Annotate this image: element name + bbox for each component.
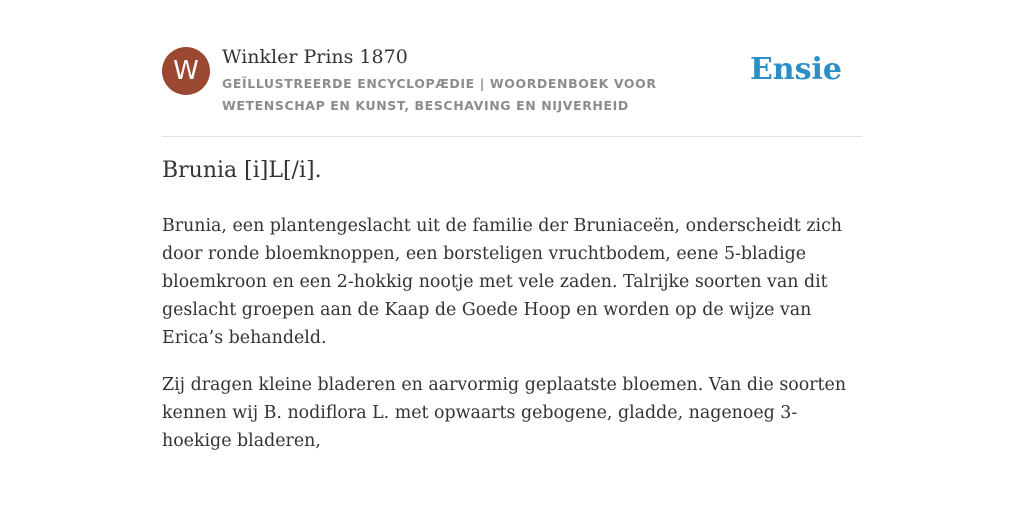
- source-avatar[interactable]: W: [162, 47, 210, 95]
- entry-title: Brunia [i]L[/i].: [162, 158, 322, 183]
- source-header: [162, 0, 862, 137]
- entry-body: [162, 212, 862, 474]
- ensie-logo[interactable]: Ensie: [749, 52, 842, 87]
- page-wrapper: [162, 0, 862, 451]
- entry-paragraph: Brunia, een plantengeslacht uit de familie der Bruniaceën, onderscheidt zich door ronde bloemknoppen, een borsteligen vruchtbodem, eene 5-bladige bloemkroon en een 2-hokkig nootje met vele zaden. Talrijke soorten van dit geslacht groepen aan de Kaap de Goede Hoop en worden op de wijze van Erica’s behandeld.: [162, 216, 843, 348]
- entry-paragraph: Zij dragen kleine bladeren en aarvormig geplaatste bloemen. Van die soorten kennen wij B. nodiflora L. met opwaarts gebogene, gladde, nagenoeg 3-hoekige bladeren,: [162, 375, 847, 451]
- source-subtitle: GEÏLLUSTREERDE ENCYCLOPÆDIE | WOORDENBOEK VOOR WETENSCHAP EN KUNST, BESCHAVING EN NIJVERHEID: [222, 76, 657, 113]
- source-title[interactable]: Winkler Prins 1870: [222, 46, 408, 68]
